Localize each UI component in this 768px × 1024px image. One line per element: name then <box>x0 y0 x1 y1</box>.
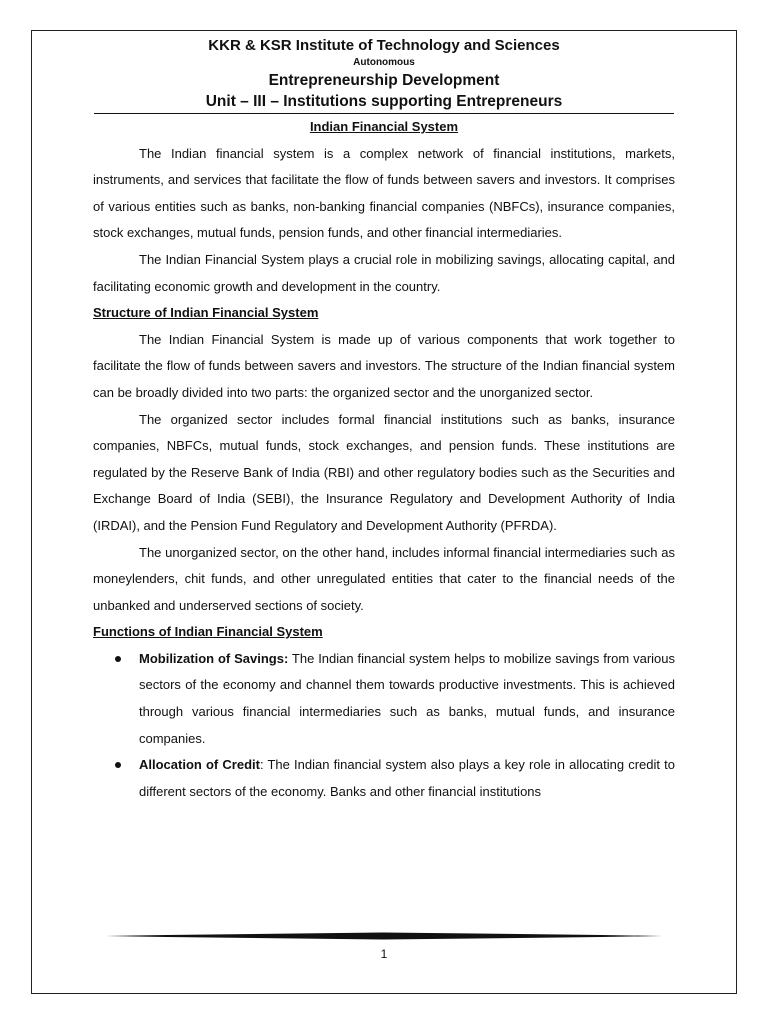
list-item-term: Mobilization of Savings: <box>139 650 289 666</box>
structure-paragraph: The unorganized sector, on the other hand, includes informal financial intermediaries such as moneylenders, chit funds, and other unregulated entities that cater to the financial needs of the unbanked and underserved sections of society. <box>93 544 675 613</box>
course-title: Entrepreneurship Development <box>268 72 500 89</box>
document-body <box>93 114 675 805</box>
functions-list <box>93 646 675 806</box>
structure-paragraph: The organized sector includes formal financial institutions such as banks, insurance companies, NBFCs, mutual funds, stock exchanges, and pension funds. These institutions are regulated by the Reserve Bank of India (RBI) and other regulatory bodies such as the Securities and Exchange Board of India (SEBI), the Insurance Regulatory and Development Authority of India (IRDAI), and the Pension Fund Regulatory and Development Authority (PFRDA). <box>93 411 675 533</box>
page-number: 1 <box>380 947 388 961</box>
list-item-text: : The Indian financial system also plays a key role in allocating credit to different sectors of the economy. Banks and other financial institutions <box>139 757 675 799</box>
institute-name: KKR & KSR Institute of Technology and Sciences <box>208 37 560 54</box>
autonomous-label: Autonomous <box>353 57 415 68</box>
list-item-text: The Indian financial system helps to mobilize savings from various sectors of the economy and channel them towards productive investments. This is achieved through various financial intermediaries such as banks, mutual funds, and insurance companies. <box>139 650 675 746</box>
intro-paragraph: The Indian Financial System plays a crucial role in mobilizing savings, allocating capital, and facilitating economic growth and development in the country. <box>93 251 675 294</box>
list-item-term: Allocation of Credit <box>139 757 260 773</box>
structure-heading: Structure of Indian Financial System <box>93 305 319 321</box>
document-header <box>0 36 768 112</box>
bullet-icon <box>115 762 121 768</box>
section-title: Indian Financial System <box>309 119 459 134</box>
list-item <box>93 646 675 752</box>
functions-heading: Functions of Indian Financial System <box>93 624 323 640</box>
footer-rule <box>106 932 662 940</box>
intro-paragraph: The Indian financial system is a complex network of financial institutions, markets, instruments, and services that facilitate the flow of funds between savers and investors. It comprises of various entities such as banks, non-banking financial companies (NBFCs), insurance companies, stock exchanges, mutual funds, pension funds, and other financial intermediaries. <box>93 145 675 241</box>
unit-title: Unit – III – Institutions supporting Entrepreneurs <box>205 93 563 110</box>
list-item <box>93 752 675 805</box>
structure-paragraph: The Indian Financial System is made up of various components that work together to facilitate the flow of funds between savers and investors. The structure of the Indian financial system can be broadly divided into two parts: the organized sector and the unorganized sector. <box>93 331 675 400</box>
bullet-icon <box>115 656 121 662</box>
